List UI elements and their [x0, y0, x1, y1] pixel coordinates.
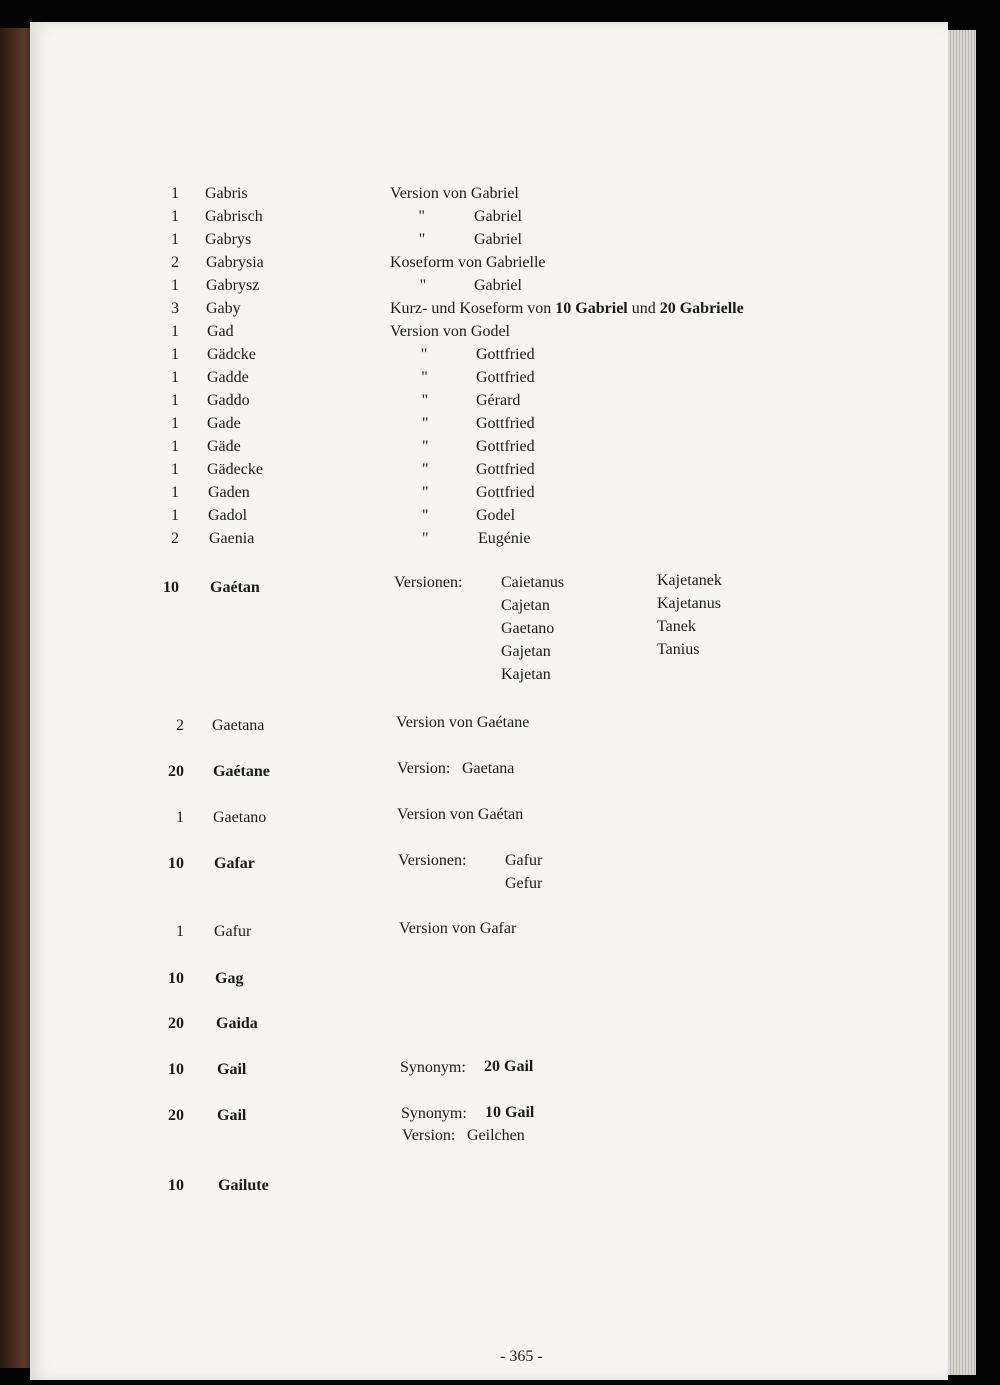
entry-count: 1	[171, 484, 179, 501]
ditto-mark: "	[419, 277, 427, 294]
entry-name: Gaétane	[213, 763, 270, 780]
entry-reference: 10 Gail	[485, 1104, 535, 1121]
version-item: Tanek	[657, 618, 696, 635]
entry-count: 1	[171, 231, 179, 248]
entry-count: 2	[171, 530, 179, 547]
entry-reference: Gottfried	[476, 415, 535, 432]
entry-count: 1	[171, 346, 179, 363]
entry-name: Gad	[207, 323, 234, 340]
entry-count: 1	[171, 438, 179, 455]
entry-name: Gaida	[216, 1015, 258, 1032]
entry-name: Gaetana	[212, 717, 265, 734]
entry-label: Version:	[402, 1127, 456, 1144]
entry-description: Version von Gafar	[399, 920, 517, 937]
entry-count: 1	[176, 923, 184, 940]
version-item: Kajetan	[501, 666, 551, 683]
entry-count: 10	[168, 970, 184, 987]
entry-reference: Gottfried	[476, 461, 535, 478]
entry-name: Gädecke	[207, 461, 263, 478]
entry-reference: Gérard	[476, 392, 521, 409]
version-item: Gefur	[505, 875, 543, 892]
entry-reference: Gottfried	[476, 484, 535, 501]
desc-ref: 20 Gabrielle	[659, 300, 744, 317]
entry-name: Gade	[207, 415, 241, 432]
entry-count: 20	[168, 763, 184, 780]
entry-reference: Gottfried	[476, 438, 535, 455]
entry-label: Versionen:	[394, 574, 463, 591]
entry-name: Gafar	[214, 855, 255, 872]
ditto-mark: "	[421, 392, 429, 409]
entry-label: Version:	[397, 760, 451, 777]
entry-count: 1	[171, 323, 179, 340]
entry-reference: Gabriel	[474, 231, 522, 248]
entry-name: Gail	[217, 1061, 247, 1078]
entry-name: Gadde	[207, 369, 249, 386]
entry-name: Gabrisch	[205, 208, 263, 225]
entry-count: 1	[171, 461, 179, 478]
entry-count: 10	[168, 855, 184, 872]
ditto-mark: "	[420, 346, 428, 363]
ditto-mark: "	[418, 231, 426, 248]
entry-count: 2	[171, 254, 179, 271]
entry-name: Gailute	[218, 1177, 269, 1194]
ditto-mark: "	[421, 369, 428, 386]
entry-count: 20	[168, 1107, 184, 1124]
entry-name: Gäde	[207, 438, 241, 455]
version-item: Kajetanek	[657, 572, 722, 589]
desc-text: Kurz- und Koseform von	[390, 300, 556, 317]
entry-reference: Godel	[476, 507, 516, 524]
entry-name: Gabris	[205, 185, 248, 202]
entry-description: Version von Gaétan	[397, 806, 524, 823]
version-item: Gafur	[505, 852, 543, 869]
entry-reference: Gabriel	[474, 277, 522, 294]
entry-count: 1	[171, 369, 179, 386]
entry-name: Gaetano	[213, 809, 267, 826]
entry-description	[390, 297, 744, 321]
entry-name: Gail	[217, 1107, 247, 1124]
entry-value: Gaetana	[462, 760, 515, 777]
entry-count: 1	[171, 277, 179, 294]
entry-count: 2	[176, 717, 184, 734]
entry-description: Version von Gaétane	[396, 714, 530, 731]
version-item: Caietanus	[501, 574, 565, 591]
entry-count: 1	[171, 392, 179, 409]
entry-reference: Gabriel	[474, 208, 522, 225]
ditto-mark: "	[422, 415, 429, 432]
version-list	[657, 569, 722, 661]
entry-reference: Gottfried	[476, 346, 535, 363]
page-number: - 365 -	[500, 1348, 543, 1365]
version-item: Cajetan	[501, 597, 550, 614]
entry-name: Gaddo	[207, 392, 250, 409]
entry-reference: Eugénie	[478, 530, 531, 547]
entry-label: Synonym:	[400, 1059, 466, 1076]
entry-name: Gafur	[214, 923, 252, 940]
entry-description: Koseform von Gabrielle	[390, 254, 546, 271]
ditto-mark: "	[422, 530, 429, 547]
ditto-mark: "	[422, 461, 429, 478]
entry-count: 1	[171, 507, 179, 524]
entry-count: 10	[168, 1177, 184, 1194]
entry-name: Gaétan	[210, 579, 260, 596]
version-item: Kajetanus	[657, 595, 721, 612]
entry-count: 10	[163, 579, 179, 596]
entry-name: Gadol	[208, 507, 248, 524]
entry-count: 3	[171, 300, 179, 317]
entry-name: Gabrys	[205, 231, 252, 248]
ditto-mark: "	[422, 484, 429, 501]
entry-value: Geilchen	[467, 1127, 525, 1144]
entry-count: 1	[171, 415, 179, 432]
entry-count: 1	[176, 809, 184, 826]
version-item: Gajetan	[501, 643, 551, 660]
entry-name: Gaenia	[209, 530, 255, 547]
book-page	[30, 22, 948, 1380]
entry-name: Gag	[215, 970, 244, 987]
entry-name: Gädcke	[207, 346, 256, 363]
entry-description: Version von Godel	[390, 323, 510, 340]
entry-reference: Gottfried	[476, 369, 535, 386]
entry-count: 1	[171, 185, 179, 202]
version-list	[505, 849, 542, 895]
entry-count: 10	[168, 1061, 184, 1078]
entry-count: 1	[171, 208, 179, 225]
desc-ref: 10 Gabriel	[555, 300, 628, 317]
entry-name: Gabrysia	[206, 254, 264, 271]
version-item: Tanius	[657, 641, 700, 658]
ditto-mark: "	[418, 208, 425, 225]
entry-label: Versionen:	[398, 852, 467, 869]
entry-name: Gaden	[208, 484, 250, 501]
entry-description: Version von Gabriel	[390, 185, 519, 202]
desc-text: und	[627, 300, 660, 317]
entry-label: Synonym:	[401, 1105, 467, 1122]
ditto-mark: "	[422, 438, 429, 455]
entry-name: Gabrysz	[206, 277, 260, 294]
ditto-mark: "	[422, 507, 429, 524]
version-list	[501, 571, 564, 686]
entry-count: 20	[168, 1015, 184, 1032]
entry-reference: 20 Gail	[484, 1058, 534, 1075]
version-item: Gaetano	[501, 620, 555, 637]
entry-name: Gaby	[206, 300, 241, 317]
